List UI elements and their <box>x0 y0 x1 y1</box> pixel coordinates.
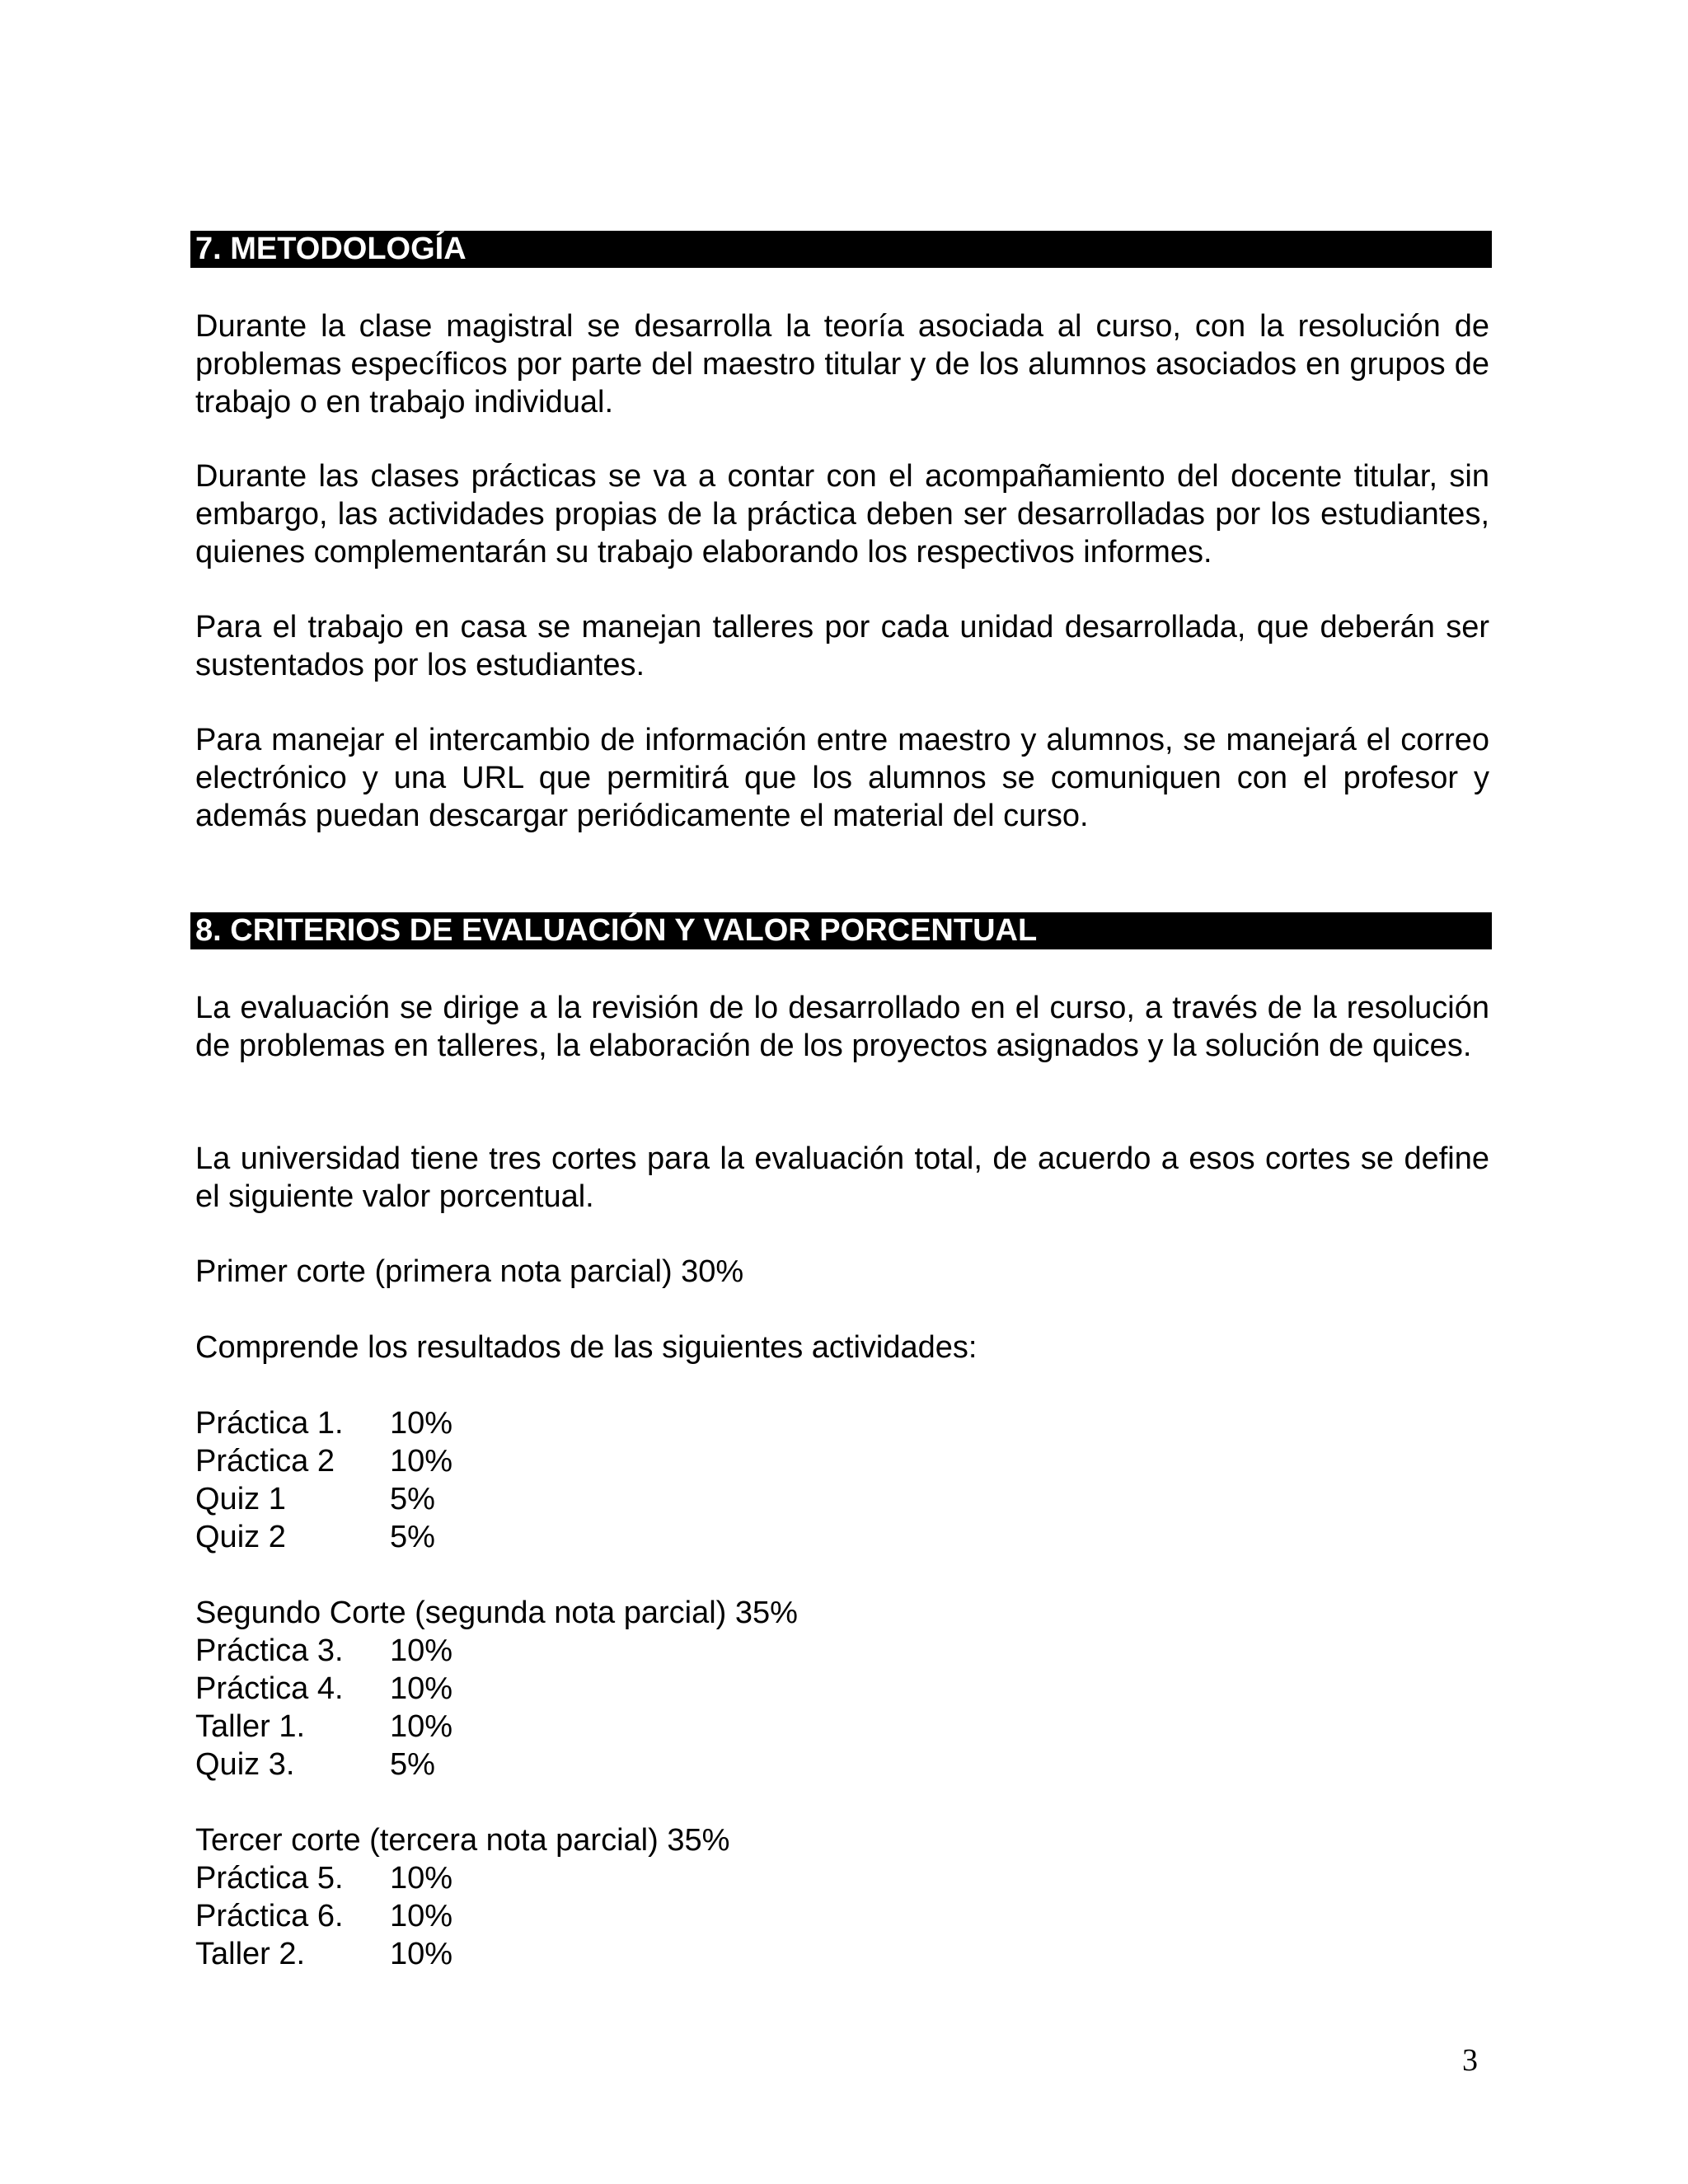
corte-1-intro: Comprende los resultados de las siguientes actividades: <box>195 1330 978 1365</box>
activity-percentage: 10% <box>390 1444 453 1479</box>
activity-percentage: 10% <box>390 1937 453 1971</box>
activity-name: Práctica 5. <box>195 1861 344 1896</box>
activity-percentage: 10% <box>390 1861 453 1896</box>
activity-name: Quiz 1 <box>195 1482 286 1516</box>
activity-percentage: 5% <box>390 1747 435 1782</box>
activity-name: Quiz 2 <box>195 1520 286 1554</box>
activity-percentage: 5% <box>390 1520 435 1554</box>
activity-percentage: 5% <box>390 1482 435 1516</box>
section-8-heading: 8. CRITERIOS DE EVALUACIÓN Y VALOR PORCENTUAL <box>190 912 1492 949</box>
activity-name: Práctica 6. <box>195 1899 344 1933</box>
activity-name: Quiz 3. <box>195 1747 295 1782</box>
activity-name: Taller 1. <box>195 1709 306 1744</box>
metodologia-paragraph-2: Durante las clases prácticas se va a contar con el acompañamiento del docente titular, sin embargo, las actividades propias de la práctica deben ser desarrolladas por los estudiantes, quienes complementarán su trabajo elaborando los respectivos informes. <box>195 459 1489 569</box>
activity-name: Práctica 1. <box>195 1406 344 1441</box>
corte-3-title: Tercer corte (tercera nota parcial) 35% <box>195 1823 730 1858</box>
section-7-heading: 7. METODOLOGÍA <box>190 231 1492 268</box>
activity-percentage: 10% <box>390 1671 453 1706</box>
activity-name: Práctica 3. <box>195 1633 344 1668</box>
metodologia-paragraph-3: Para el trabajo en casa se manejan talleres por cada unidad desarrollada, que deberán ser sustentados por los estudiantes. <box>195 610 1489 682</box>
corte-1-title: Primer corte (primera nota parcial) 30% <box>195 1254 744 1289</box>
evaluacion-paragraph-1: La evaluación se dirige a la revisión de lo desarrollado en el curso, a través de la resolución de problemas en talleres, la elaboración de los proyectos asignados y la solución de quices. <box>195 991 1489 1063</box>
page-number: 3 <box>1462 2043 1478 2078</box>
activity-name: Práctica 4. <box>195 1671 344 1706</box>
activity-name: Taller 2. <box>195 1937 306 1971</box>
metodologia-paragraph-4: Para manejar el intercambio de información entre maestro y alumnos, se manejará el correo electrónico y una URL que permitirá que los alumnos se comuniquen con el profesor y además puedan descargar periódicamente el material del curso. <box>195 723 1489 833</box>
activity-name: Práctica 2 <box>195 1444 335 1479</box>
evaluacion-paragraph-2: La universidad tiene tres cortes para la evaluación total, de acuerdo a esos cortes se define el siguiente valor porcentual. <box>195 1141 1489 1214</box>
activity-percentage: 10% <box>390 1633 453 1668</box>
corte-2-title: Segundo Corte (segunda nota parcial) 35% <box>195 1596 798 1630</box>
activity-percentage: 10% <box>390 1406 453 1441</box>
metodologia-paragraph-1: Durante la clase magistral se desarrolla la teoría asociada al curso, con la resolución de problemas específicos por parte del maestro titular y de los alumnos asociados en grupos de trabajo o en trabajo individual. <box>195 309 1489 419</box>
activity-percentage: 10% <box>390 1899 453 1933</box>
activity-percentage: 10% <box>390 1709 453 1744</box>
